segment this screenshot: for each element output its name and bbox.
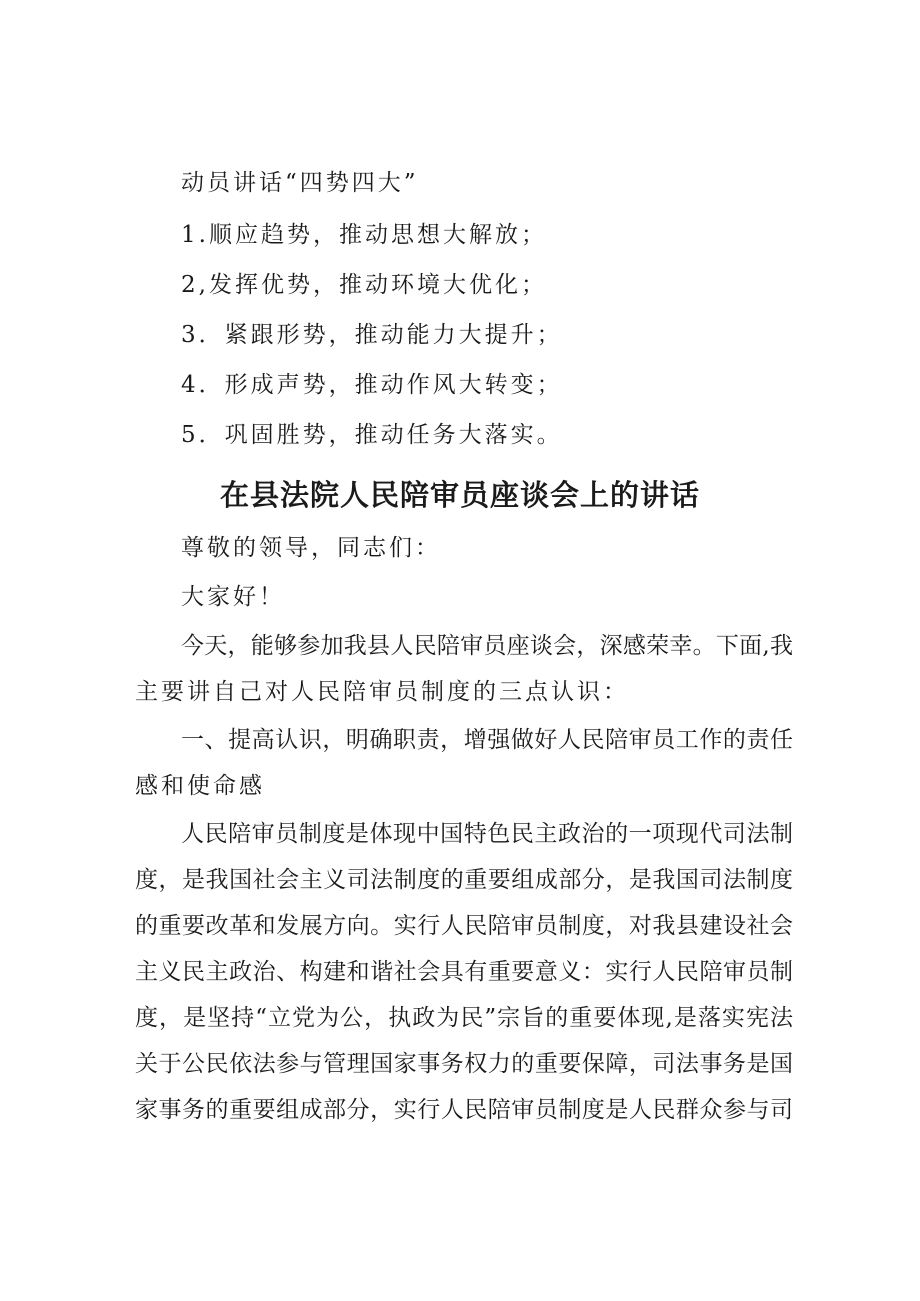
para2-line-5: 度，是坚持“立党为公，执政为民”宗旨的重要体现,是落实宪法: [135, 1005, 793, 1031]
para2-line-4: 主义民主政治、构建和谐社会具有重要意义：实行人民陪审员制: [135, 959, 793, 985]
para1-line-2: 主要讲自己对人民陪审员制度的三点认识：: [135, 679, 629, 705]
section1-heading-line-1: 一、提高认识，明确职责，增强做好人民陪审员工作的责任: [181, 727, 793, 753]
para2-line-6: 关于公民依法参与管理国家事务权力的重要保障，司法事务是国: [135, 1051, 793, 1077]
speech-title: 在县法院人民陪审员座谈会上的讲话: [219, 478, 700, 512]
para1-line-1: 今天，能够参加我县人民陪审员座谈会，深感荣幸。下面,我: [181, 633, 793, 659]
intro-item-2: 2,发挥优势，推动环境大优化；: [181, 272, 547, 298]
intro-item-3: 3．紧跟形势，推动能力大提升；: [181, 322, 563, 348]
intro-heading: 动员讲话“四势四大”: [181, 170, 419, 196]
greeting: 大家好！: [181, 584, 285, 610]
section1-heading-line-2: 感和使命感: [135, 773, 265, 799]
intro-item-4: 4．形成声势，推动作风大转变；: [181, 372, 563, 398]
para2-line-7: 家事务的重要组成部分，实行人民陪审员制度是人民群众参与司: [135, 1097, 793, 1123]
para2-line-3: 的重要改革和发展方向。实行人民陪审员制度，对我县建设社会: [135, 913, 793, 939]
salutation: 尊敬的领导，同志们：: [181, 535, 441, 561]
intro-item-5: 5．巩固胜势，推动任务大落实。: [181, 422, 563, 448]
intro-item-1: 1.顺应趋势，推动思想大解放；: [181, 222, 547, 248]
para2-line-1: 人民陪审员制度是体现中国特色民主政治的一项现代司法制: [181, 821, 793, 847]
para2-line-2: 度，是我国社会主义司法制度的重要组成部分，是我国司法制度: [135, 867, 793, 893]
